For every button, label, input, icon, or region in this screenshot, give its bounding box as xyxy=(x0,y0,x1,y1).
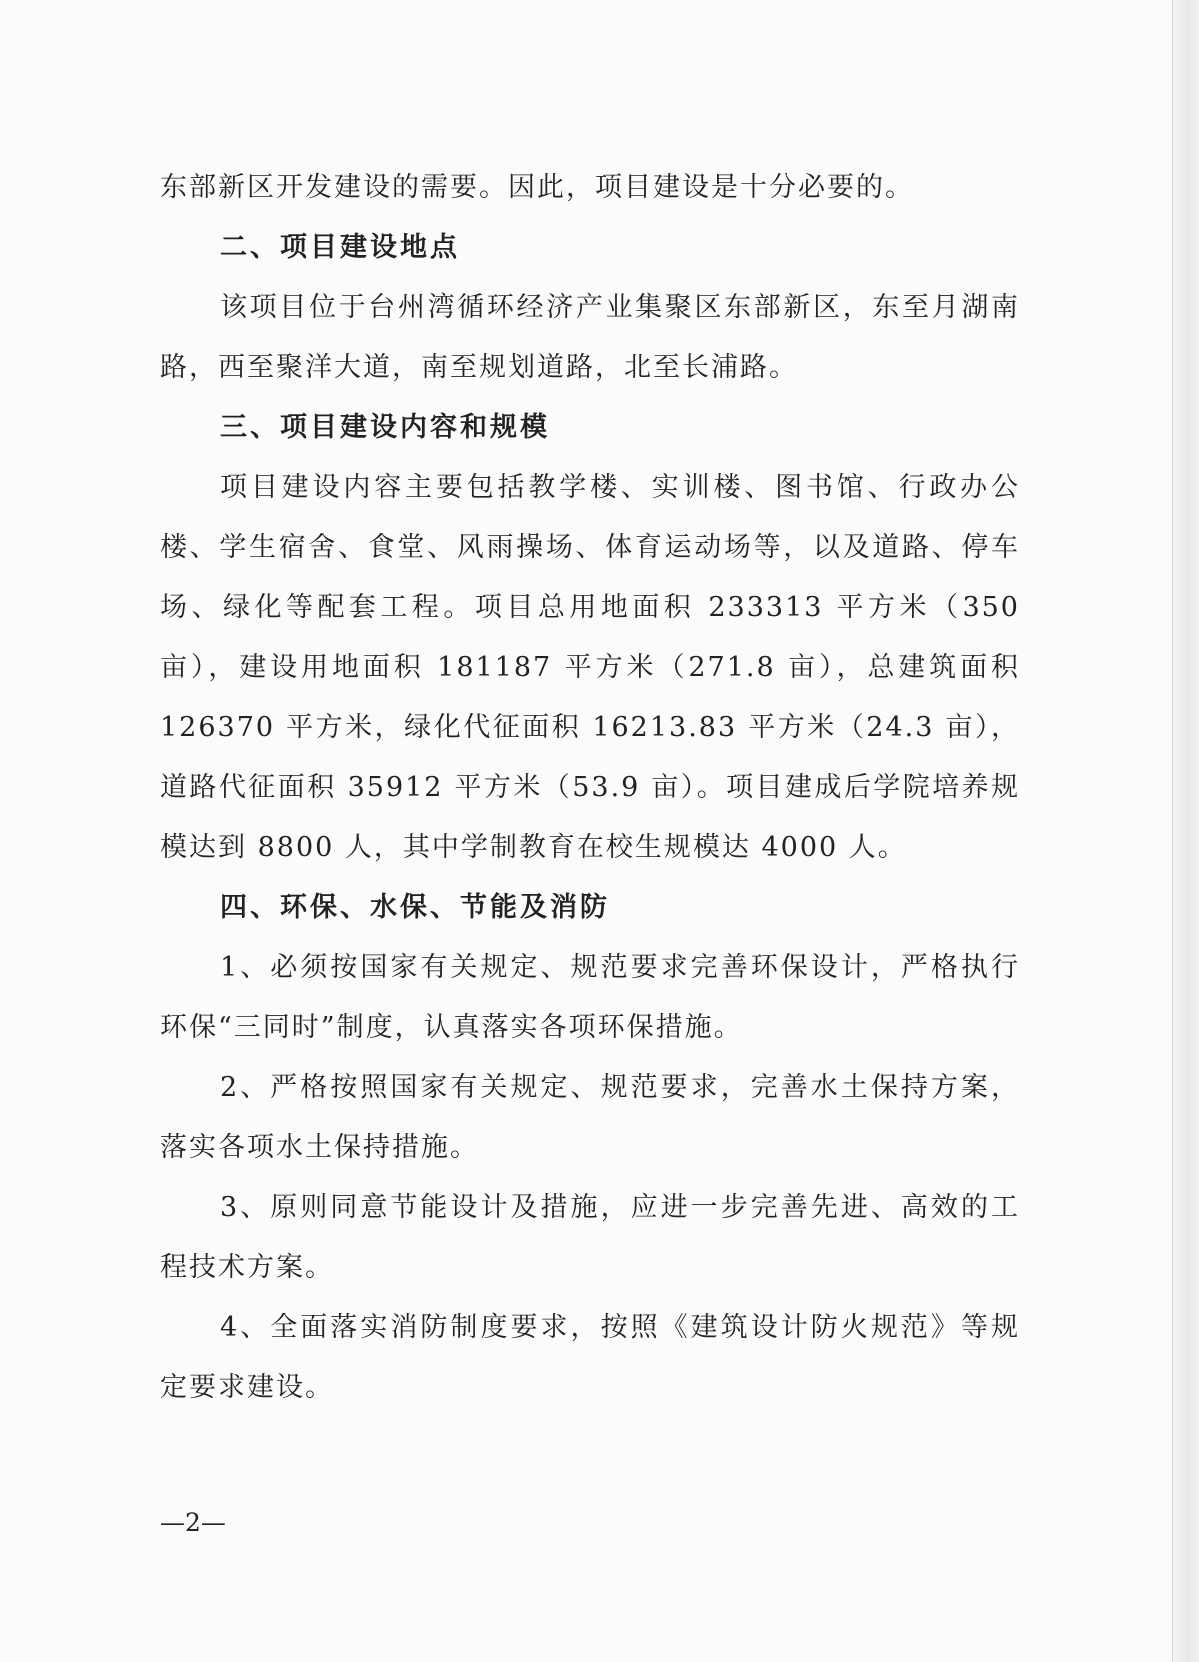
paragraph-item-water-soil: 2、严格按照国家有关规定、规范要求，完善水土保持方案，落实各项水土保持措施。 xyxy=(160,1072,1020,1163)
paragraph-item-energy: 3、原则同意节能设计及措施，应进一步完善先进、高效的工程技术方案。 xyxy=(160,1192,1020,1283)
page-edge xyxy=(1173,0,1199,1662)
page-number: —2— xyxy=(160,1508,226,1537)
paragraph-item-environment: 1、必须按国家有关规定、规范要求完善环保设计，严格执行环保“三同时”制度，认真落实各项环保措施。 xyxy=(160,952,1020,1043)
paragraph-project-scope: 项目建设内容主要包括教学楼、实训楼、图书馆、行政办公楼、学生宿舍、食堂、风雨操场、体育运动场等，以及道路、停车场、绿化等配套工程。项目总用地面积 233313 平方米（350 亩），建设用地面积 181187 平方米（271.8 亩），总建筑面积 126370 平方米，绿化代征面积 16213.83 平方米（24.3 亩），道路代征面积 35912 平方米（53.9 亩）。项目建成后学院培养规模达到 8800 人，其中学制教育在校生规模达 4000 人。 xyxy=(160,472,1020,863)
document-body xyxy=(160,158,1020,1418)
paragraph-project-location: 该项目位于台州湾循环经济产业集聚区东部新区，东至月湖南路，西至聚洋大道，南至规划道路，北至长浦路。 xyxy=(160,292,1020,383)
paragraph-item-fire: 4、全面落实消防制度要求，按照《建筑设计防火规范》等规定要求建设。 xyxy=(160,1312,1020,1403)
heading-project-location: 二、项目建设地点 xyxy=(220,232,460,263)
heading-project-scope: 三、项目建设内容和规模 xyxy=(220,412,550,443)
heading-environment-energy-fire: 四、环保、水保、节能及消防 xyxy=(220,892,610,923)
paragraph-necessity-conclusion: 东部新区开发建设的需要。因此，项目建设是十分必要的。 xyxy=(160,172,914,203)
